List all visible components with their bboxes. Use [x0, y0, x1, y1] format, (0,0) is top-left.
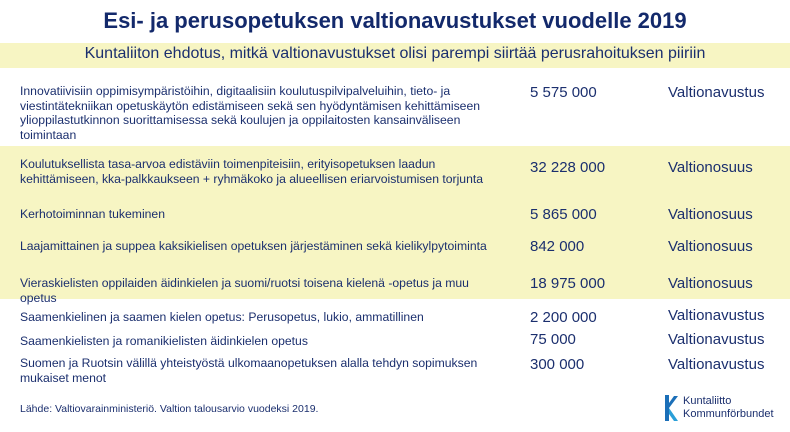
row-description: Koulutuksellista tasa-arvoa edistäviin toimenpiteisiin, erityisopetuksen laadun kehittämiseen, kka-palkkaukseen + ryhmäkoko ja alueellisen eriarvoistumisen torjunta — [20, 157, 484, 186]
page-subtitle: Kuntaliiton ehdotus, mitkä valtionavustukset olisi parempi siirtää perusrahoituksen piiriin — [84, 45, 706, 62]
row-amount: 2 200 000 — [530, 309, 597, 326]
row-amount: 5 865 000 — [530, 206, 597, 223]
row-description: Innovatiivisiin oppimisympäristöihin, digitaalisiin koulutuspilvipalveluihin, tieto- ja viestintätekniikan opetuskäytön edistämiseen sekä sen hyödyntämisen kehittämiseen ylioppilastutkinnon suorittamisessa sekä koulujen ja oppilaitosten kansainväliseen toimintaan — [20, 84, 481, 142]
row-type: Valtionosuus — [668, 238, 753, 255]
kuntaliitto-logo-icon — [663, 393, 681, 425]
row-type: Valtionavustus — [668, 84, 765, 101]
row-amount: 32 228 000 — [530, 159, 606, 176]
row-description: Laajamittainen ja suppea kaksikielisen opetuksen järjestäminen sekä kielikylpytoiminta — [20, 239, 487, 253]
row-amount: 842 000 — [530, 238, 585, 255]
source-note: Lähde: Valtiovarainministeriö. Valtion talousarvio vuodeksi 2019. — [20, 403, 319, 415]
row-amount: 5 575 000 — [530, 84, 597, 101]
row-amount: 75 000 — [530, 331, 576, 348]
row-amount: 300 000 — [530, 356, 585, 373]
logo-text — [683, 395, 774, 420]
row-type: Valtionavustus — [668, 356, 765, 373]
row-type: Valtionosuus — [668, 275, 753, 292]
kuntaliitto-logo — [663, 393, 783, 425]
row-type: Valtionavustus — [668, 307, 765, 324]
row-description: Vieraskielisten oppilaiden äidinkielen ja suomi/ruotsi toisena kielenä -opetus ja muu opetus — [20, 276, 469, 305]
row-type: Valtionavustus — [668, 331, 765, 348]
page-title: Esi- ja perusopetuksen valtionavustukset vuodelle 2019 — [103, 8, 687, 33]
row-description: Saamenkielinen ja saamen kielen opetus: Perusopetus, lukio, ammatillinen — [20, 310, 424, 324]
row-description: Saamenkielisten ja romanikielisten äidinkielen opetus — [20, 334, 308, 348]
logo-line-1: Kuntaliitto — [683, 395, 732, 407]
row-type: Valtionosuus — [668, 159, 753, 176]
row-type: Valtionosuus — [668, 206, 753, 223]
row-amount: 18 975 000 — [530, 275, 606, 292]
row-description: Suomen ja Ruotsin välillä yhteistyöstä ulkomaanopetuksen alalla tehdyn sopimuksen mukaiset menot — [20, 356, 478, 385]
row-description: Kerhotoiminnan tukeminen — [20, 207, 165, 221]
logo-line-2: Kommunförbundet — [683, 407, 774, 420]
